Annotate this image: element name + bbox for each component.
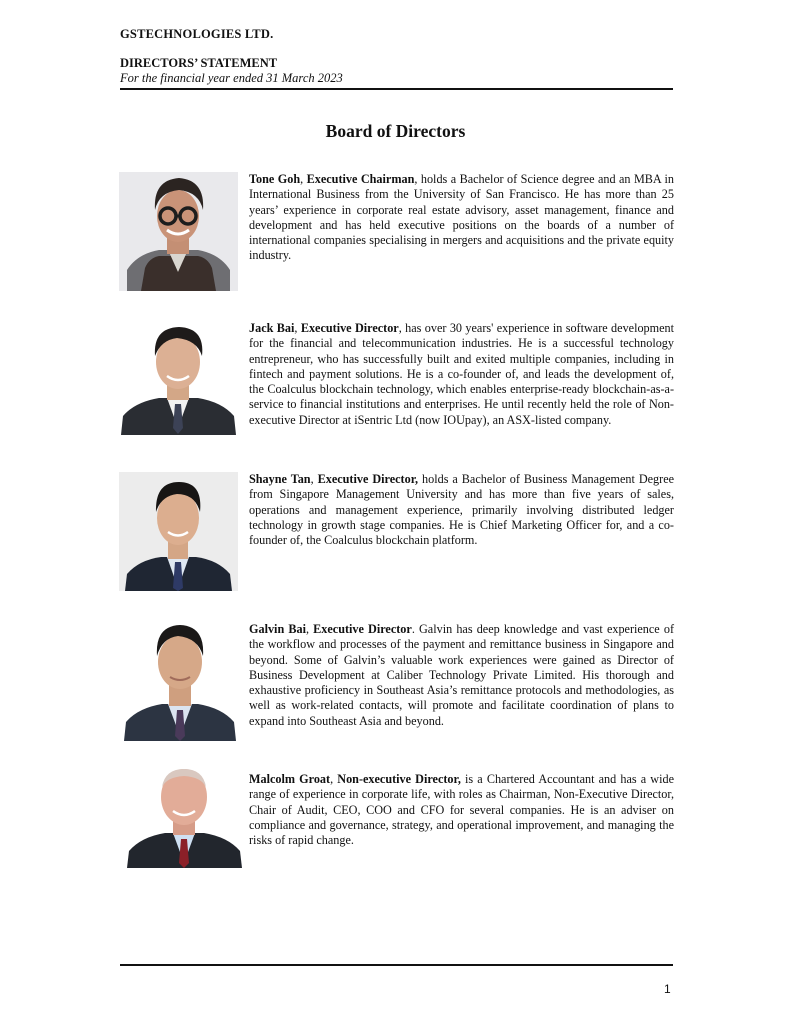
page-number: 1 [664,982,671,996]
director-bio [249,622,674,729]
director-photo [119,472,238,591]
company-name: GSTECHNOLOGIES LTD. [120,27,274,41]
director-role: Executive Director [300,321,399,335]
header-divider [120,88,673,90]
name-separator: , [305,622,314,636]
director-name: Malcolm Groat [249,772,331,786]
director-photo [125,761,244,868]
statement-title: DIRECTORS’ STATEMENT [120,56,278,70]
director-photo [119,172,238,291]
director-bio [249,172,674,264]
director-role: Executive Chairman [306,172,415,186]
director-description: , has over 30 years' experience in software development for the financial and telecommunication industries. He is a successful technology entrepreneur, who has successfully built and exited multiple companies, including in fintech and payment solutions. He is a co-founder of, and leads the development of, the Coalculus blockchain technology, which enables enterprise-ready blockchain-as-a-service to financial institutions and enterprises. He until recently held the role of Non-executive Director at iSentric Ltd (now IOUpay), an ASX-listed company. [249,321,675,427]
director-description: , holds a Bachelor of Science degree and an MBA in International Business from the University of San Francisco. He has more than 25 years’ experience in corporate real estate advisory, asset management, finance and development and has held executive positions on the boards of a number of international companies specialising in mergers and acquisitions and the private equity industry. [249,172,675,263]
director-description: . Galvin has deep knowledge and vast experience of the workflow and processes of the payment and remittance business in Singapore and beyond. Some of Galvin’s valuable work experiences were gained as Director of Business Development at Caliber Technology Private Limited. His thorough and exhaustive proficiency in Southeast Asia’s remittance protocols and methodologies, as well as work-related contacts, will promote and facilitate coordination of plans to expand into Southeast Asia and beyond. [249,622,675,728]
director-name: Tone Goh [249,172,301,186]
name-separator: , [330,772,338,786]
page-title: Board of Directors [325,121,466,141]
director-role: Executive Director, [317,472,419,486]
name-separator: , [300,172,307,186]
name-separator: , [294,321,301,335]
director-role: Executive Director [313,622,412,636]
name-separator: , [310,472,318,486]
director-photo [122,622,238,741]
director-name: Galvin Bai [249,622,306,636]
director-description: holds a Bachelor of Business Management Degree from Singapore Management University and has more than five years of sales, operations and management experience, primarily involving distributed ledger technology in growth stage companies. He is Chief Marketing Officer for, and a co-founder of, the Coalculus blockchain platform. [249,472,675,548]
document-header [120,27,673,86]
footer-divider [120,964,673,966]
director-name: Jack Bai [249,321,295,335]
director-bio [249,472,674,548]
director-name: Shayne Tan [249,472,311,486]
director-description: is a Chartered Accountant and has a wide range of experience in corporate life, with roles as Chairman, Non-Executive Director, Chair of Audit, CEO, COO and CFO for several companies. He is an adviser on compliance and governance, strategy, and operational improvement, and managing the risks of rapid change. [249,772,674,848]
director-role: Non-executive Director, [337,772,461,786]
director-bio [249,772,674,848]
director-bio [249,321,674,428]
director-photo [119,324,238,443]
statement-subtitle: For the financial year ended 31 March 2023 [120,71,343,85]
